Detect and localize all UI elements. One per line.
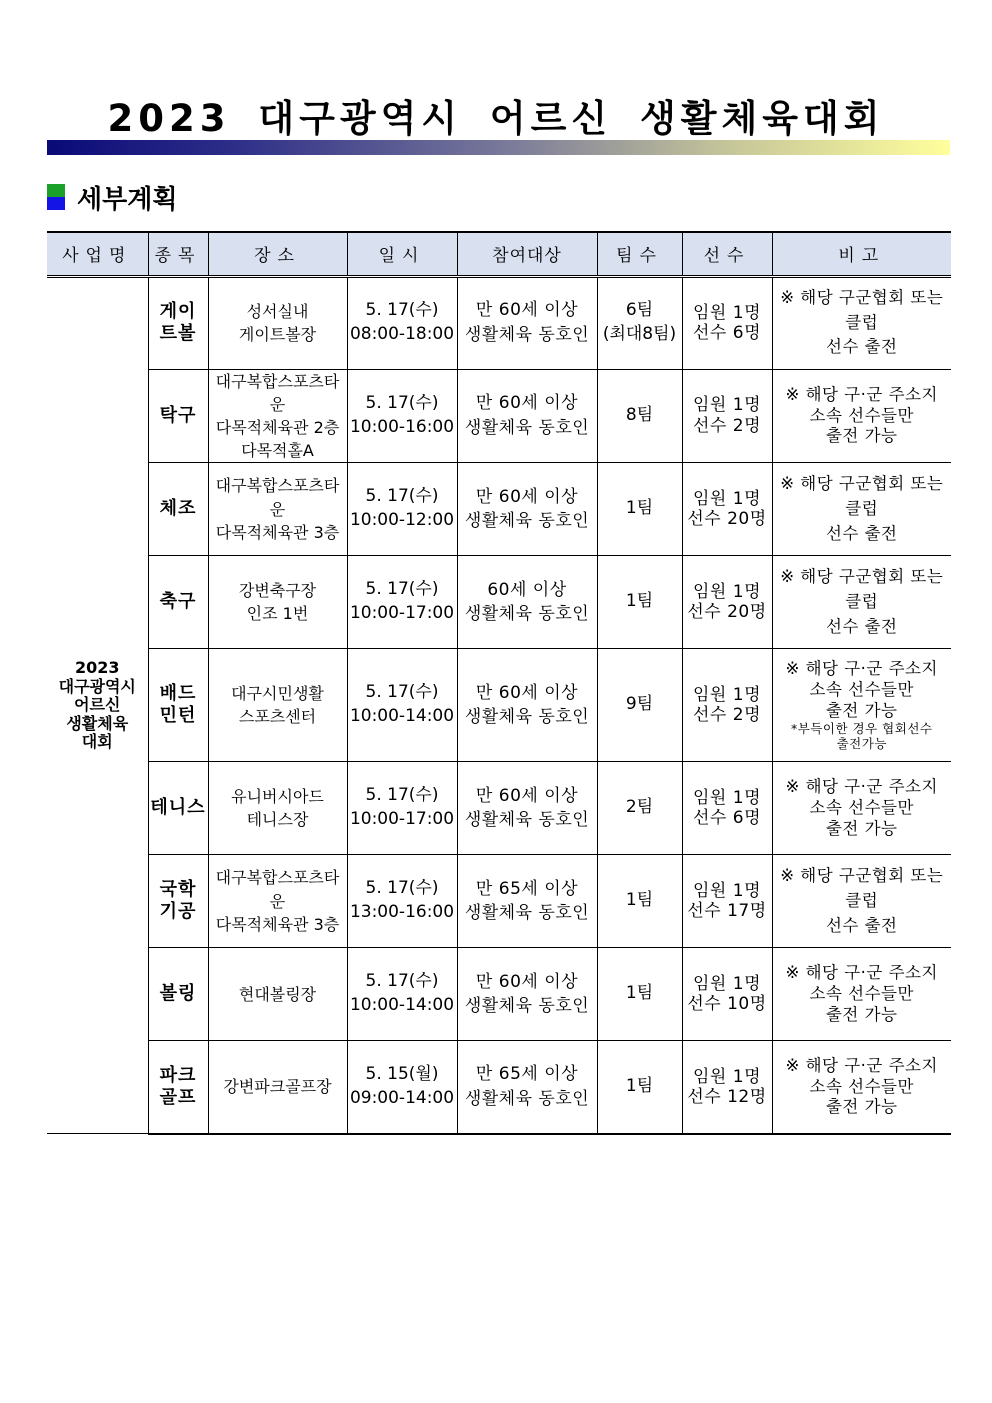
place-cell	[208, 463, 347, 556]
note-cell	[772, 649, 951, 762]
target-cell	[457, 948, 597, 1041]
event-name-line: 생활체육	[66, 713, 129, 733]
note-cell-line: ※ 해당 구군협회 또는	[780, 866, 944, 886]
event-name-line: 2023	[74, 658, 120, 678]
table-row	[47, 463, 951, 556]
target-cell-line: 만 65세 이상	[475, 878, 579, 899]
date-cell	[347, 762, 457, 855]
table-row	[47, 649, 951, 762]
note-cell-line: ※ 해당 구·군 주소지	[785, 777, 938, 797]
note-cell	[772, 762, 951, 855]
date-cell-line: 10:00-14:00	[349, 995, 455, 1016]
sport-cell-line: 볼링	[159, 983, 197, 1004]
header-cell-target: 참여대상	[457, 232, 597, 276]
sport-cell-line: 테니스	[150, 797, 206, 818]
sport-cell-line: 체조	[159, 498, 197, 519]
note-cell-line: 출전 가능	[825, 1097, 898, 1117]
date-cell	[347, 855, 457, 948]
place-cell	[208, 276, 347, 369]
teams-cell	[597, 762, 682, 855]
target-cell-line: 생활체육 동호인	[464, 604, 590, 625]
place-cell-line: 테니스장	[246, 810, 309, 830]
sport-cell-line: 국학	[159, 878, 197, 900]
sport-cell	[148, 369, 208, 463]
date-cell-line: 10:00-17:00	[349, 603, 455, 624]
players-cell-line: 임원 1명	[693, 684, 761, 705]
teams-cell	[597, 855, 682, 948]
plan-table	[47, 231, 951, 1135]
place-cell	[208, 762, 347, 855]
table-row	[47, 276, 951, 369]
event-name-line: 대구광역시	[58, 676, 136, 696]
note-cell-line: 클럽	[845, 498, 879, 518]
note-cell-line: 클럽	[845, 591, 879, 611]
target-cell-line: 만 60세 이상	[475, 785, 579, 806]
header-cell-teams: 팀수	[597, 232, 682, 276]
place-cell-line: 성서실내	[246, 301, 309, 321]
teams-cell	[597, 463, 682, 556]
table-row	[47, 369, 951, 463]
place-cell-line: 유니버시아드	[231, 787, 324, 807]
target-cell-line: 만 60세 이상	[475, 300, 579, 321]
teams-cell	[597, 649, 682, 762]
date-cell-line: 10:00-16:00	[349, 416, 455, 437]
note-cell-line: ※ 해당 구군협회 또는	[780, 287, 944, 307]
note-cell-line: 출전 가능	[825, 700, 898, 720]
note-cell	[772, 369, 951, 463]
note-cell-line: ※ 해당 구·군 주소지	[785, 384, 938, 404]
place-cell	[208, 369, 347, 463]
place-cell-line: 다목적홀A	[241, 441, 314, 461]
header-cell-sport: 종목	[148, 232, 208, 276]
note-cell	[772, 948, 951, 1041]
target-cell-line: 생활체육 동호인	[464, 996, 590, 1017]
teams-cell	[597, 1041, 682, 1134]
players-cell-line: 선수 10명	[687, 994, 767, 1015]
note-cell-line: 소속 선수들만	[809, 797, 914, 817]
note-cell-line: 클럽	[845, 312, 879, 332]
sport-cell-line: 파크	[159, 1064, 197, 1086]
players-cell-line: 선수 17명	[687, 901, 767, 922]
players-cell	[682, 1041, 772, 1134]
sport-cell	[148, 762, 208, 855]
players-cell-line: 임원 1명	[693, 395, 761, 416]
place-cell-line: 강변축구장	[238, 581, 317, 601]
players-cell-line: 선수 12명	[687, 1087, 767, 1107]
sport-cell-line: 게이	[159, 300, 197, 322]
teams-cell-line: 6팀	[625, 300, 654, 321]
note-cell-line: 소속 선수들만	[809, 983, 914, 1003]
players-cell-line: 임원 1명	[693, 1066, 761, 1087]
players-cell-line: 임원 1명	[693, 302, 761, 323]
players-cell	[682, 948, 772, 1041]
date-cell	[347, 276, 457, 369]
note-cell-line: ※ 해당 구·군 주소지	[785, 659, 938, 679]
note-cell-line: 소속 선수들만	[809, 1076, 914, 1096]
sport-cell-line: 기공	[159, 901, 197, 923]
note-cell-line: 출전 가능	[825, 818, 898, 838]
players-cell	[682, 556, 772, 649]
place-cell-line: 인조 1번	[246, 604, 309, 624]
date-cell-line: 5. 15(월)	[365, 1064, 439, 1085]
note-cell	[772, 1041, 951, 1134]
target-cell-line: 만 60세 이상	[475, 971, 579, 992]
target-cell	[457, 649, 597, 762]
players-cell-line: 선수 2명	[693, 415, 761, 436]
date-cell-line: 5. 17(수)	[365, 878, 439, 899]
note-cell	[772, 463, 951, 556]
players-cell-line: 임원 1명	[693, 973, 761, 994]
place-cell	[208, 855, 347, 948]
target-cell-line: 60세 이상	[487, 579, 567, 600]
sport-cell	[148, 276, 208, 369]
target-cell-line: 생활체육 동호인	[464, 707, 590, 728]
target-cell	[457, 369, 597, 463]
teams-cell	[597, 369, 682, 463]
players-cell	[682, 649, 772, 762]
players-cell	[682, 855, 772, 948]
header-cell-note: 비고	[772, 232, 951, 276]
note-cell-line: 클럽	[845, 890, 879, 910]
players-cell-line: 선수 6명	[693, 323, 761, 343]
note-cell-line: 출전 가능	[825, 426, 898, 446]
target-cell-line: 생활체육 동호인	[464, 903, 590, 924]
sport-cell-line: 민턴	[159, 705, 197, 727]
sport-cell	[148, 556, 208, 649]
note-cell-line: 선수 출전	[825, 915, 898, 935]
target-cell-line: 생활체육 동호인	[464, 1089, 590, 1109]
target-cell	[457, 556, 597, 649]
sport-cell	[148, 649, 208, 762]
note-cell-line: 소속 선수들만	[809, 679, 914, 699]
note-cell-line: 선수 출전	[825, 337, 898, 357]
date-cell	[347, 463, 457, 556]
date-cell-line: 08:00-18:00	[349, 324, 455, 344]
date-cell-line: 10:00-12:00	[349, 510, 455, 531]
date-cell-line: 5. 17(수)	[365, 579, 439, 600]
date-cell-line: 5. 17(수)	[365, 300, 439, 321]
place-cell-line: 대구복합스포츠타운	[215, 476, 340, 519]
players-cell-line: 임원 1명	[693, 787, 761, 808]
teams-cell	[597, 276, 682, 369]
date-cell	[347, 649, 457, 762]
note-cell-line: 출전 가능	[825, 1004, 898, 1024]
place-cell	[208, 556, 347, 649]
place-cell-line: 다목적체육관 3층	[215, 914, 340, 934]
target-cell-line: 만 60세 이상	[475, 393, 579, 414]
players-cell-line: 임원 1명	[693, 488, 761, 509]
players-cell-line: 선수 6명	[693, 808, 761, 829]
date-cell	[347, 556, 457, 649]
note-cell-line: ※ 해당 구·군 주소지	[785, 1056, 938, 1076]
section-title: 세부계획	[77, 184, 178, 215]
square-bullet-icon	[47, 184, 65, 210]
event-name-line: 대회	[81, 731, 113, 751]
place-cell-line: 대구복합스포츠타운	[215, 371, 340, 414]
sport-cell	[148, 948, 208, 1041]
target-cell-line: 생활체육 동호인	[464, 417, 590, 438]
date-cell-line: 5. 17(수)	[365, 682, 439, 703]
target-cell	[457, 762, 597, 855]
sport-cell-line: 탁구	[159, 404, 197, 426]
event-name-line: 어르신	[74, 695, 121, 715]
target-cell-line: 만 65세 이상	[475, 1064, 579, 1085]
teams-cell-line: 1팀	[625, 498, 654, 519]
note-cell-line: 선수 출전	[825, 523, 898, 543]
players-cell	[682, 369, 772, 463]
table-row	[47, 556, 951, 649]
table-row	[47, 948, 951, 1041]
date-cell	[347, 369, 457, 463]
note-cell-line: ※ 해당 구군협회 또는	[780, 567, 944, 587]
place-cell-line: 다목적체육관 2층	[215, 417, 340, 437]
date-cell-line: 5. 17(수)	[365, 393, 439, 414]
date-cell-line: 5. 17(수)	[365, 486, 439, 507]
players-cell	[682, 276, 772, 369]
target-cell	[457, 1041, 597, 1134]
place-cell-line: 다목적체육관 3층	[215, 522, 340, 542]
place-cell-line: 대구시민생활	[231, 684, 324, 704]
place-cell-line: 대구복합스포츠타운	[215, 868, 340, 911]
sport-cell	[148, 463, 208, 556]
note-cell-line: ※ 해당 구·군 주소지	[785, 963, 938, 983]
players-cell	[682, 762, 772, 855]
target-cell	[457, 855, 597, 948]
teams-cell-line: 8팀	[625, 404, 654, 425]
teams-cell-line: 1팀	[625, 591, 654, 612]
date-cell-line: 5. 17(수)	[365, 785, 439, 806]
note-cell-line: 소속 선수들만	[809, 405, 914, 425]
sport-cell-line: 트볼	[159, 323, 197, 344]
target-cell	[457, 463, 597, 556]
teams-cell-line: 9팀	[625, 694, 654, 715]
header-cell-place: 장소	[208, 232, 347, 276]
place-cell-line: 게이트볼장	[238, 325, 317, 344]
target-cell-line: 생활체육 동호인	[464, 810, 590, 831]
sport-cell	[148, 855, 208, 948]
section-heading	[47, 180, 177, 214]
note-cell-line: ※ 해당 구군협회 또는	[780, 474, 944, 494]
event-name-cell	[47, 276, 148, 1134]
table-row	[47, 855, 951, 948]
date-cell	[347, 948, 457, 1041]
sport-cell	[148, 1041, 208, 1134]
target-cell-line: 생활체육 동호인	[464, 325, 590, 345]
place-cell	[208, 948, 347, 1041]
place-cell	[208, 649, 347, 762]
teams-cell-line: 2팀	[625, 797, 654, 818]
place-cell-line: 스포츠센터	[238, 707, 317, 727]
document-title: 2023 대구광역시 어르신 생활체육대회	[107, 97, 885, 140]
players-cell-line: 임원 1명	[693, 880, 761, 901]
table-row	[47, 1041, 951, 1134]
players-cell-line: 임원 1명	[693, 581, 761, 602]
date-cell-line: 10:00-17:00	[349, 809, 455, 830]
header-row	[47, 232, 951, 276]
players-cell-line: 선수 2명	[693, 705, 761, 726]
date-cell-line: 5. 17(수)	[365, 971, 439, 992]
note-cell	[772, 855, 951, 948]
note-small-line: 출전가능	[836, 736, 887, 752]
players-cell-line: 선수 20명	[687, 509, 767, 530]
teams-cell-line: 1팀	[625, 890, 654, 911]
place-cell	[208, 1041, 347, 1134]
target-cell-line: 만 60세 이상	[475, 682, 579, 703]
note-cell	[772, 556, 951, 649]
target-cell	[457, 276, 597, 369]
teams-cell	[597, 948, 682, 1041]
header-cell-date: 일시	[347, 232, 457, 276]
date-cell	[347, 1041, 457, 1134]
header-cell-event: 사업명	[47, 232, 148, 276]
note-small-line: *부득이한 경우 협회선수	[791, 721, 933, 737]
place-cell-line: 강변파크골프장	[223, 1077, 332, 1097]
title-gradient-bar	[47, 140, 950, 155]
header-cell-players: 선수	[682, 232, 772, 276]
teams-cell-line: (최대8팀)	[602, 324, 677, 344]
sport-cell-line: 골프	[159, 1087, 197, 1108]
target-cell-line: 생활체육 동호인	[464, 511, 590, 532]
place-cell-line: 현대볼링장	[238, 984, 317, 1004]
date-cell-line: 10:00-14:00	[349, 706, 455, 727]
note-cell-line: 선수 출전	[825, 616, 898, 636]
sport-cell-line: 축구	[159, 591, 197, 612]
date-cell-line: 13:00-16:00	[349, 902, 455, 923]
table-row	[47, 762, 951, 855]
note-cell	[772, 276, 951, 369]
teams-cell-line: 1팀	[625, 1076, 654, 1097]
teams-cell	[597, 556, 682, 649]
players-cell-line: 선수 20명	[687, 602, 767, 623]
target-cell-line: 만 60세 이상	[475, 486, 579, 507]
teams-cell-line: 1팀	[625, 983, 654, 1004]
sport-cell-line: 배드	[159, 682, 197, 704]
players-cell	[682, 463, 772, 556]
date-cell-line: 09:00-14:00	[349, 1088, 455, 1108]
